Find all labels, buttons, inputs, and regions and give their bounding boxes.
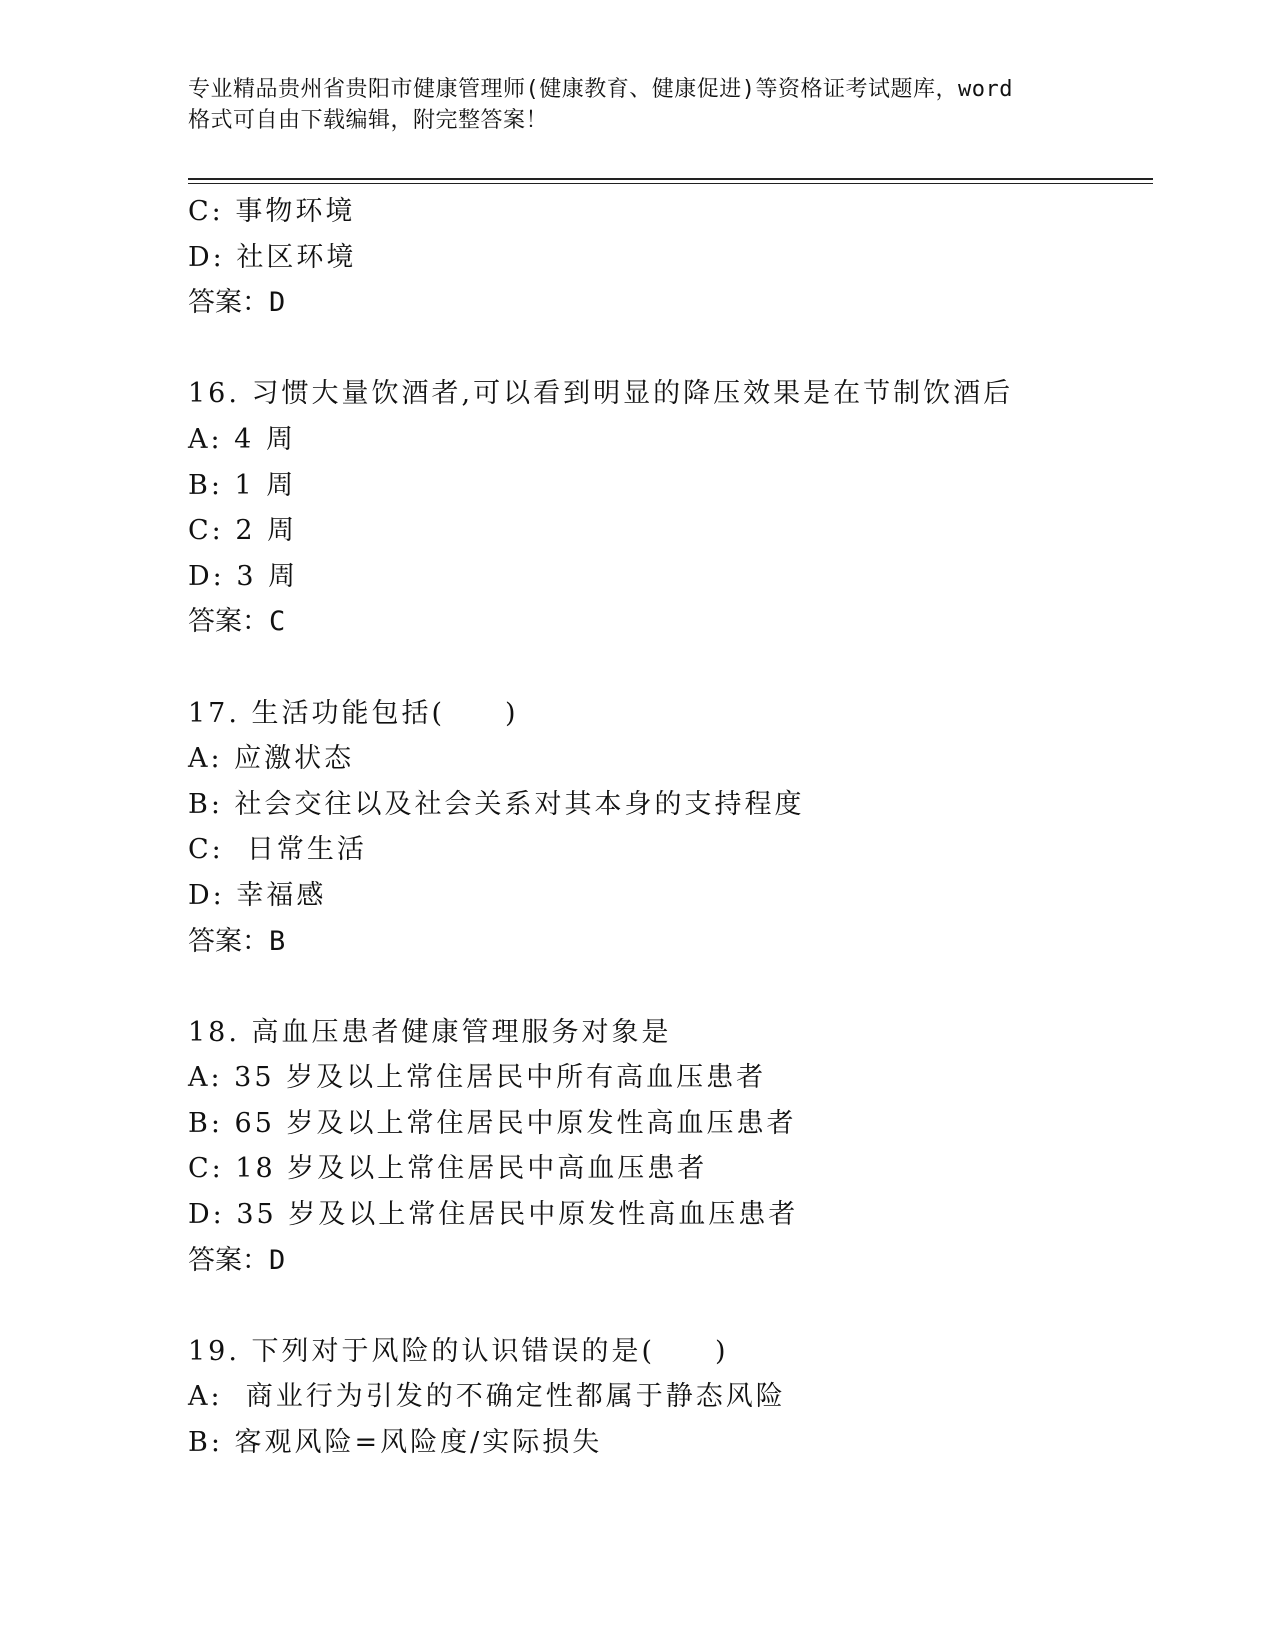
answer-line: 答案：B xyxy=(188,925,286,957)
option-d: D: 35 岁及以上常住居民中原发性高血压患者 xyxy=(188,1199,799,1231)
spacer xyxy=(188,964,1188,1010)
option-d: D: 3 周 xyxy=(188,560,299,592)
header-line-2: 格式可自由下载编辑，附完整答案！ xyxy=(188,108,549,133)
header-divider-thin xyxy=(188,183,1153,184)
option-c: C: 2 周 xyxy=(188,515,298,547)
option-b: B: 客观风险=风险度/实际损失 xyxy=(188,1427,603,1459)
option-c: C: 日常生活 xyxy=(188,834,367,866)
document-header xyxy=(188,74,1088,136)
option-b: B: 社会交往以及社会关系对其本身的支持程度 xyxy=(188,788,805,820)
option-a: A: 应激状态 xyxy=(188,743,355,775)
option-c: C: 18 岁及以上常住居民中高血压患者 xyxy=(188,1153,708,1185)
option-b: B: 1 周 xyxy=(188,469,297,501)
option-d: D: 社区环境 xyxy=(188,241,357,273)
spacer xyxy=(188,326,1188,372)
question-stem: 17. 生活功能包括( ) xyxy=(188,697,519,729)
question-list xyxy=(188,189,1188,1466)
question-stem: 19. 下列对于风险的认识错误的是( ) xyxy=(188,1335,729,1367)
option-c: C: 事物环境 xyxy=(188,196,356,227)
option-a: A: 商业行为引发的不确定性都属于静态风险 xyxy=(188,1381,786,1413)
option-b: B: 65 岁及以上常住居民中原发性高血压患者 xyxy=(188,1107,797,1139)
option-a: A: 4 周 xyxy=(188,423,296,455)
answer-line: 答案：C xyxy=(188,606,286,638)
answer-line: 答案：D xyxy=(188,287,286,319)
header-line-1: 专业精品贵州省贵阳市健康管理师(健康教育、健康促进)等资格证考试题库，word xyxy=(188,77,1013,102)
option-d: D: 幸福感 xyxy=(188,879,327,911)
question-stem: 16. 习惯大量饮酒者,可以看到明显的降压效果是在节制饮酒后 xyxy=(188,378,1014,410)
answer-line: 答案：D xyxy=(188,1244,286,1276)
question-stem: 18. 高血压患者健康管理服务对象是 xyxy=(188,1016,672,1048)
option-a: A: 35 岁及以上常住居民中所有高血压患者 xyxy=(188,1062,767,1094)
spacer xyxy=(188,1283,1188,1329)
spacer xyxy=(188,645,1188,691)
header-divider-thick xyxy=(188,178,1153,180)
